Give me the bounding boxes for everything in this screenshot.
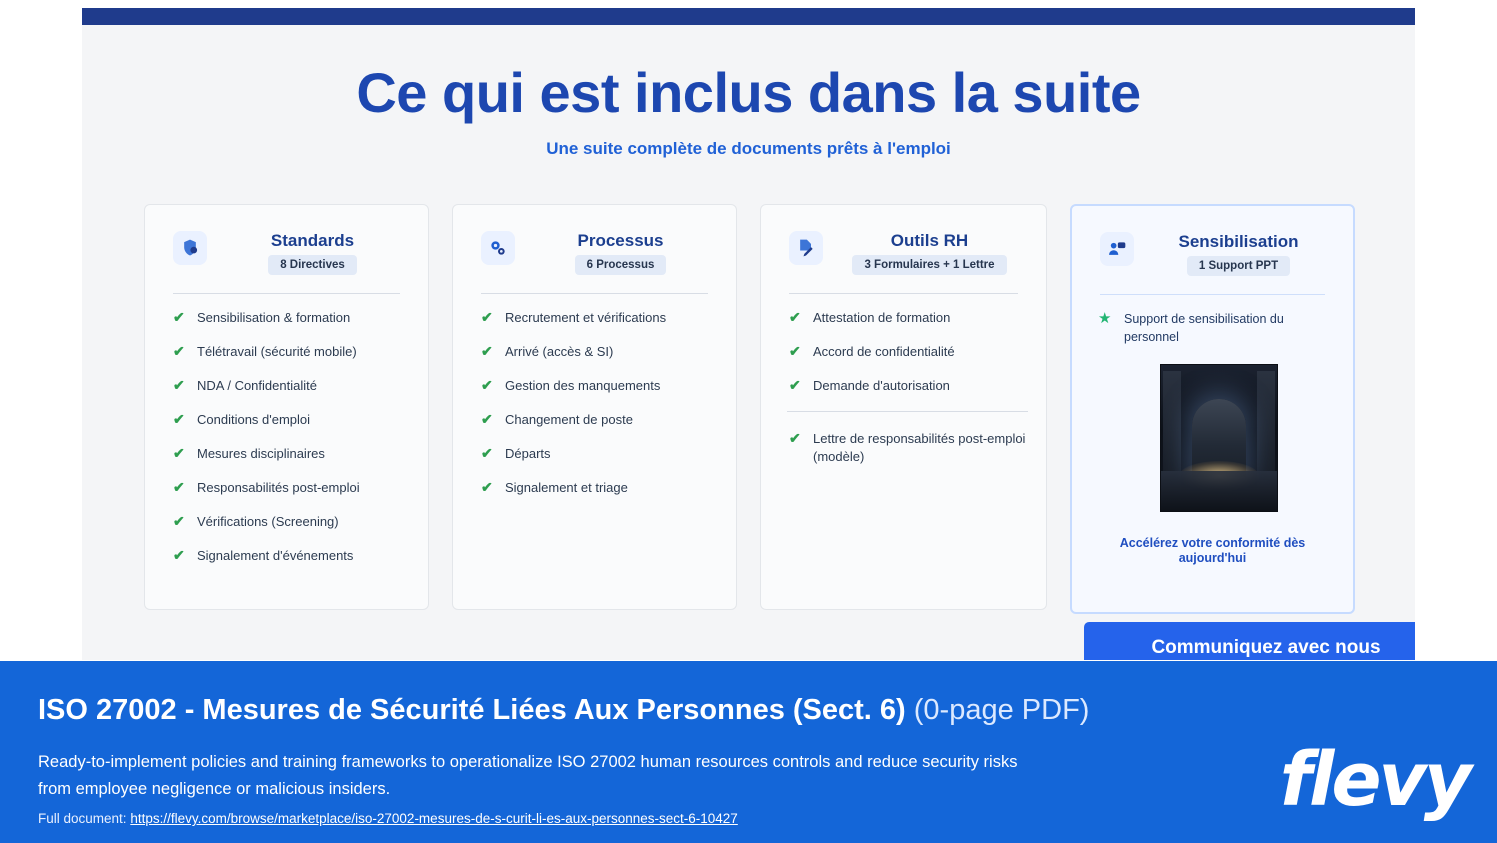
card-header: [761, 205, 1046, 297]
card-processus: [452, 204, 737, 610]
list-item: ✔ Conditions d'emploi: [173, 411, 311, 427]
document-pen-icon: [789, 231, 823, 265]
document-title: [38, 693, 1089, 727]
list-item: ✔ Signalement et triage: [481, 479, 628, 495]
card-outils-rh: [760, 204, 1047, 610]
card-cta-text: Accélérez votre conformité dès aujourd'hui: [1119, 536, 1306, 565]
card-sensibilisation: [1070, 204, 1355, 614]
list-item: ✔ Responsabilités post-emploi: [173, 479, 360, 495]
divider: [173, 293, 400, 294]
card-title: Processus: [577, 231, 664, 250]
card-item-list: [783, 309, 1032, 482]
divider: [481, 293, 708, 294]
check-icon: ✔: [481, 411, 493, 427]
list-item: ✔ Recrutement et vérifications: [481, 309, 667, 325]
check-icon: ✔: [173, 513, 185, 529]
contact-us-button[interactable]: Communiquez avec nous: [1084, 622, 1415, 660]
list-item: ★ Support de sensibilisation du personnel: [1098, 310, 1284, 344]
list-item: ✔ Demande d'autorisation: [789, 377, 950, 393]
card-badge: 3 Formulaires + 1 Lettre: [823, 255, 1036, 275]
check-icon: ✔: [173, 547, 185, 563]
list-item: ✔ Lettre de responsabilités post-emploi (modèle): [789, 430, 1026, 464]
card-item-list: [1094, 310, 1339, 346]
document-title-main: ISO 27002 - Mesures de Sécurité Liées Aux Personnes (Sect. 6): [38, 694, 906, 726]
star-icon: ★: [1098, 310, 1112, 327]
list-item: ✔ Accord de confidentialité: [789, 343, 955, 359]
check-icon: ✔: [789, 430, 801, 446]
list-item: ✔ Arrivé (accès & SI): [481, 343, 614, 359]
document-page-count: (0-page PDF): [913, 694, 1090, 726]
section-divider: [787, 411, 1028, 412]
list-item: ✔ Mesures disciplinaires: [173, 445, 325, 461]
slide-canvas: [82, 8, 1415, 660]
document-link-url[interactable]: https://flevy.com/browse/marketplace/iso-27002-mesures-de-s-curit-li-es-aux-personnes-sect-6-10427: [130, 811, 738, 826]
list-item: ✔ Gestion des manquements: [481, 377, 661, 393]
list-item: ✔ Attestation de formation: [789, 309, 951, 325]
card-title: Standards: [270, 231, 355, 250]
slide-subtitle: Une suite complète de documents prêts à l'emploi: [546, 139, 951, 158]
feature-cards: [144, 204, 1354, 614]
document-link-label: Full document:: [38, 811, 127, 826]
card-item-list: [167, 309, 414, 581]
check-icon: ✔: [173, 479, 185, 495]
card-badge: 1 Support PPT: [1134, 256, 1343, 276]
check-icon: ✔: [481, 445, 493, 461]
list-item: ✔ Signalement d'événements: [173, 547, 354, 563]
list-item: ✔ NDA / Confidentialité: [173, 377, 317, 393]
photo-detail-floor: [1161, 471, 1277, 511]
card-header: [453, 205, 736, 297]
check-icon: ✔: [173, 343, 185, 359]
list-item: ✔ Départs: [481, 445, 551, 461]
gears-icon: [481, 231, 515, 265]
shield-document-icon: [173, 231, 207, 265]
check-icon: ✔: [789, 309, 801, 325]
card-item-list: [475, 309, 722, 513]
check-icon: ✔: [481, 309, 493, 325]
bottom-banner: [0, 661, 1497, 843]
check-icon: ✔: [789, 343, 801, 359]
check-icon: ✔: [173, 445, 185, 461]
check-icon: ✔: [173, 377, 185, 393]
check-icon: ✔: [789, 377, 801, 393]
list-item: ✔ Vérifications (Screening): [173, 513, 339, 529]
list-item: ✔ Sensibilisation & formation: [173, 309, 351, 325]
card-title: Outils RH: [890, 231, 969, 250]
slide-top-accent-bar: [82, 8, 1415, 25]
document-description: Ready-to-implement policies and training frameworks to operationalize ISO 27002 human resources controls and reduce security risks from employee negligence or malicious insiders.: [38, 753, 1018, 798]
card-badge: 8 Directives: [207, 255, 418, 275]
flevy-logo: flevy: [1279, 737, 1469, 823]
divider: [1100, 294, 1325, 295]
vault-door-photo: [1160, 364, 1278, 512]
check-icon: ✔: [481, 343, 493, 359]
card-standards: [144, 204, 429, 610]
list-item: ✔ Changement de poste: [481, 411, 633, 427]
list-item: ✔ Télétravail (sécurité mobile): [173, 343, 357, 359]
document-link: [38, 811, 738, 826]
card-header: [1072, 206, 1353, 298]
divider: [789, 293, 1018, 294]
check-icon: ✔: [173, 309, 185, 325]
card-title: Sensibilisation: [1178, 232, 1299, 251]
check-icon: ✔: [481, 377, 493, 393]
slide-title: Ce qui est inclus dans la suite: [356, 61, 1141, 124]
check-icon: ✔: [173, 411, 185, 427]
card-badge: 6 Processus: [515, 255, 726, 275]
card-header: [145, 205, 428, 297]
person-message-icon: [1100, 232, 1134, 266]
check-icon: ✔: [481, 479, 493, 495]
